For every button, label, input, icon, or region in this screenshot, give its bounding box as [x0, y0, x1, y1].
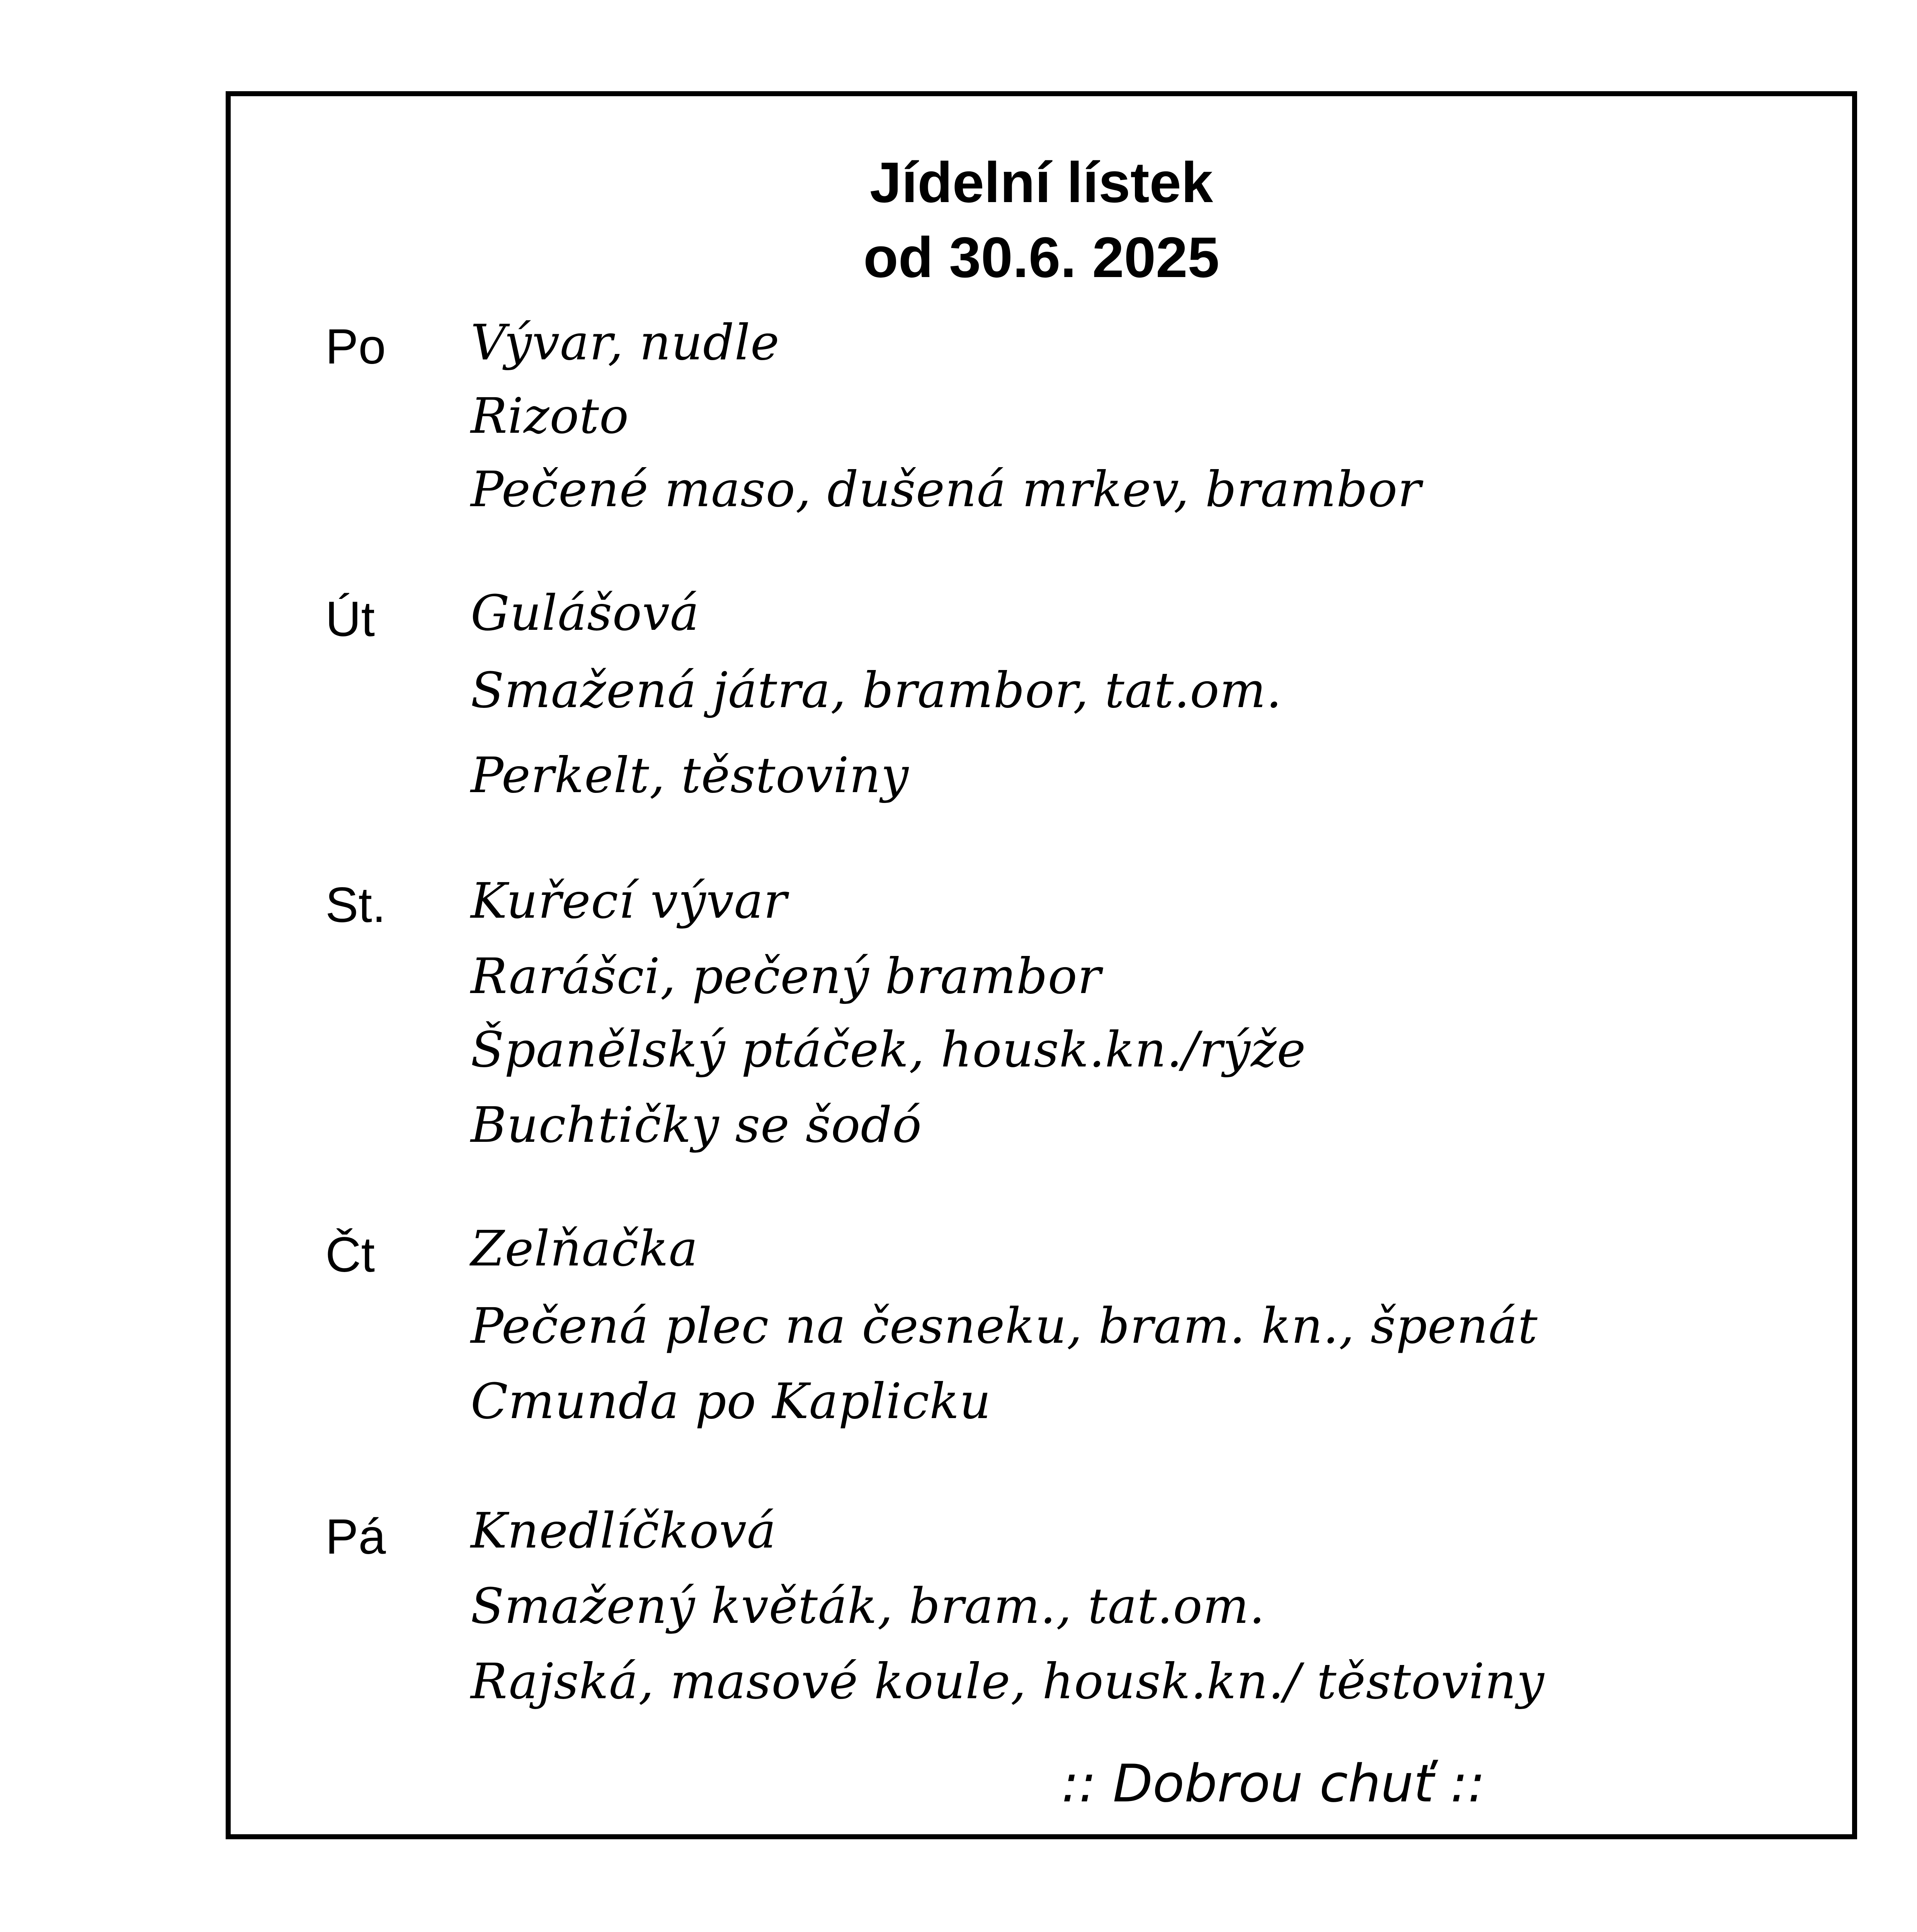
- dish-monday-3: Pečené maso, dušená mrkev, brambor: [471, 461, 1422, 518]
- menu-date: od 30.6. 2025: [863, 226, 1220, 289]
- dish-wednesday-1: Kuřecí vývar: [471, 872, 788, 929]
- dish-tuesday-2: Smažená játra, brambor, tat.om.: [471, 662, 1282, 719]
- dish-friday-3: Rajská, masové koule, housk.kn./ těstoviny: [471, 1653, 1544, 1710]
- dish-friday-1: Knedlíčková: [471, 1502, 777, 1559]
- day-label-wednesday: St.: [325, 878, 386, 933]
- dish-wednesday-4: Buchtičky se šodó: [471, 1097, 922, 1153]
- dish-thursday-1: Zelňačka: [471, 1220, 698, 1277]
- dish-tuesday-1: Gulášová: [471, 585, 700, 641]
- day-label-tuesday: Út: [325, 592, 375, 647]
- dish-tuesday-3: Perkelt, těstoviny: [471, 747, 909, 804]
- footer-greeting: :: Dobrou chuť ::: [1061, 1753, 1485, 1814]
- dish-monday-1: Vývar, nudle: [471, 314, 780, 371]
- dish-friday-2: Smažený květák, bram., tat.om.: [471, 1578, 1266, 1634]
- menu-frame: [226, 91, 1857, 1839]
- dish-wednesday-2: Rarášci, pečený brambor: [471, 948, 1101, 1005]
- menu-title: Jídelní lístek: [869, 151, 1213, 214]
- dish-thursday-2: Pečená plec na česneku, bram. kn., špenát: [471, 1298, 1538, 1354]
- day-label-thursday: Čt: [325, 1227, 375, 1282]
- dish-thursday-3: Cmunda po Kaplicku: [471, 1373, 992, 1430]
- dish-monday-2: Rizoto: [471, 388, 629, 444]
- day-label-friday: Pá: [325, 1509, 386, 1565]
- dish-wednesday-3: Španělský ptáček, housk.kn./rýže: [471, 1021, 1306, 1078]
- day-label-monday: Po: [325, 319, 386, 374]
